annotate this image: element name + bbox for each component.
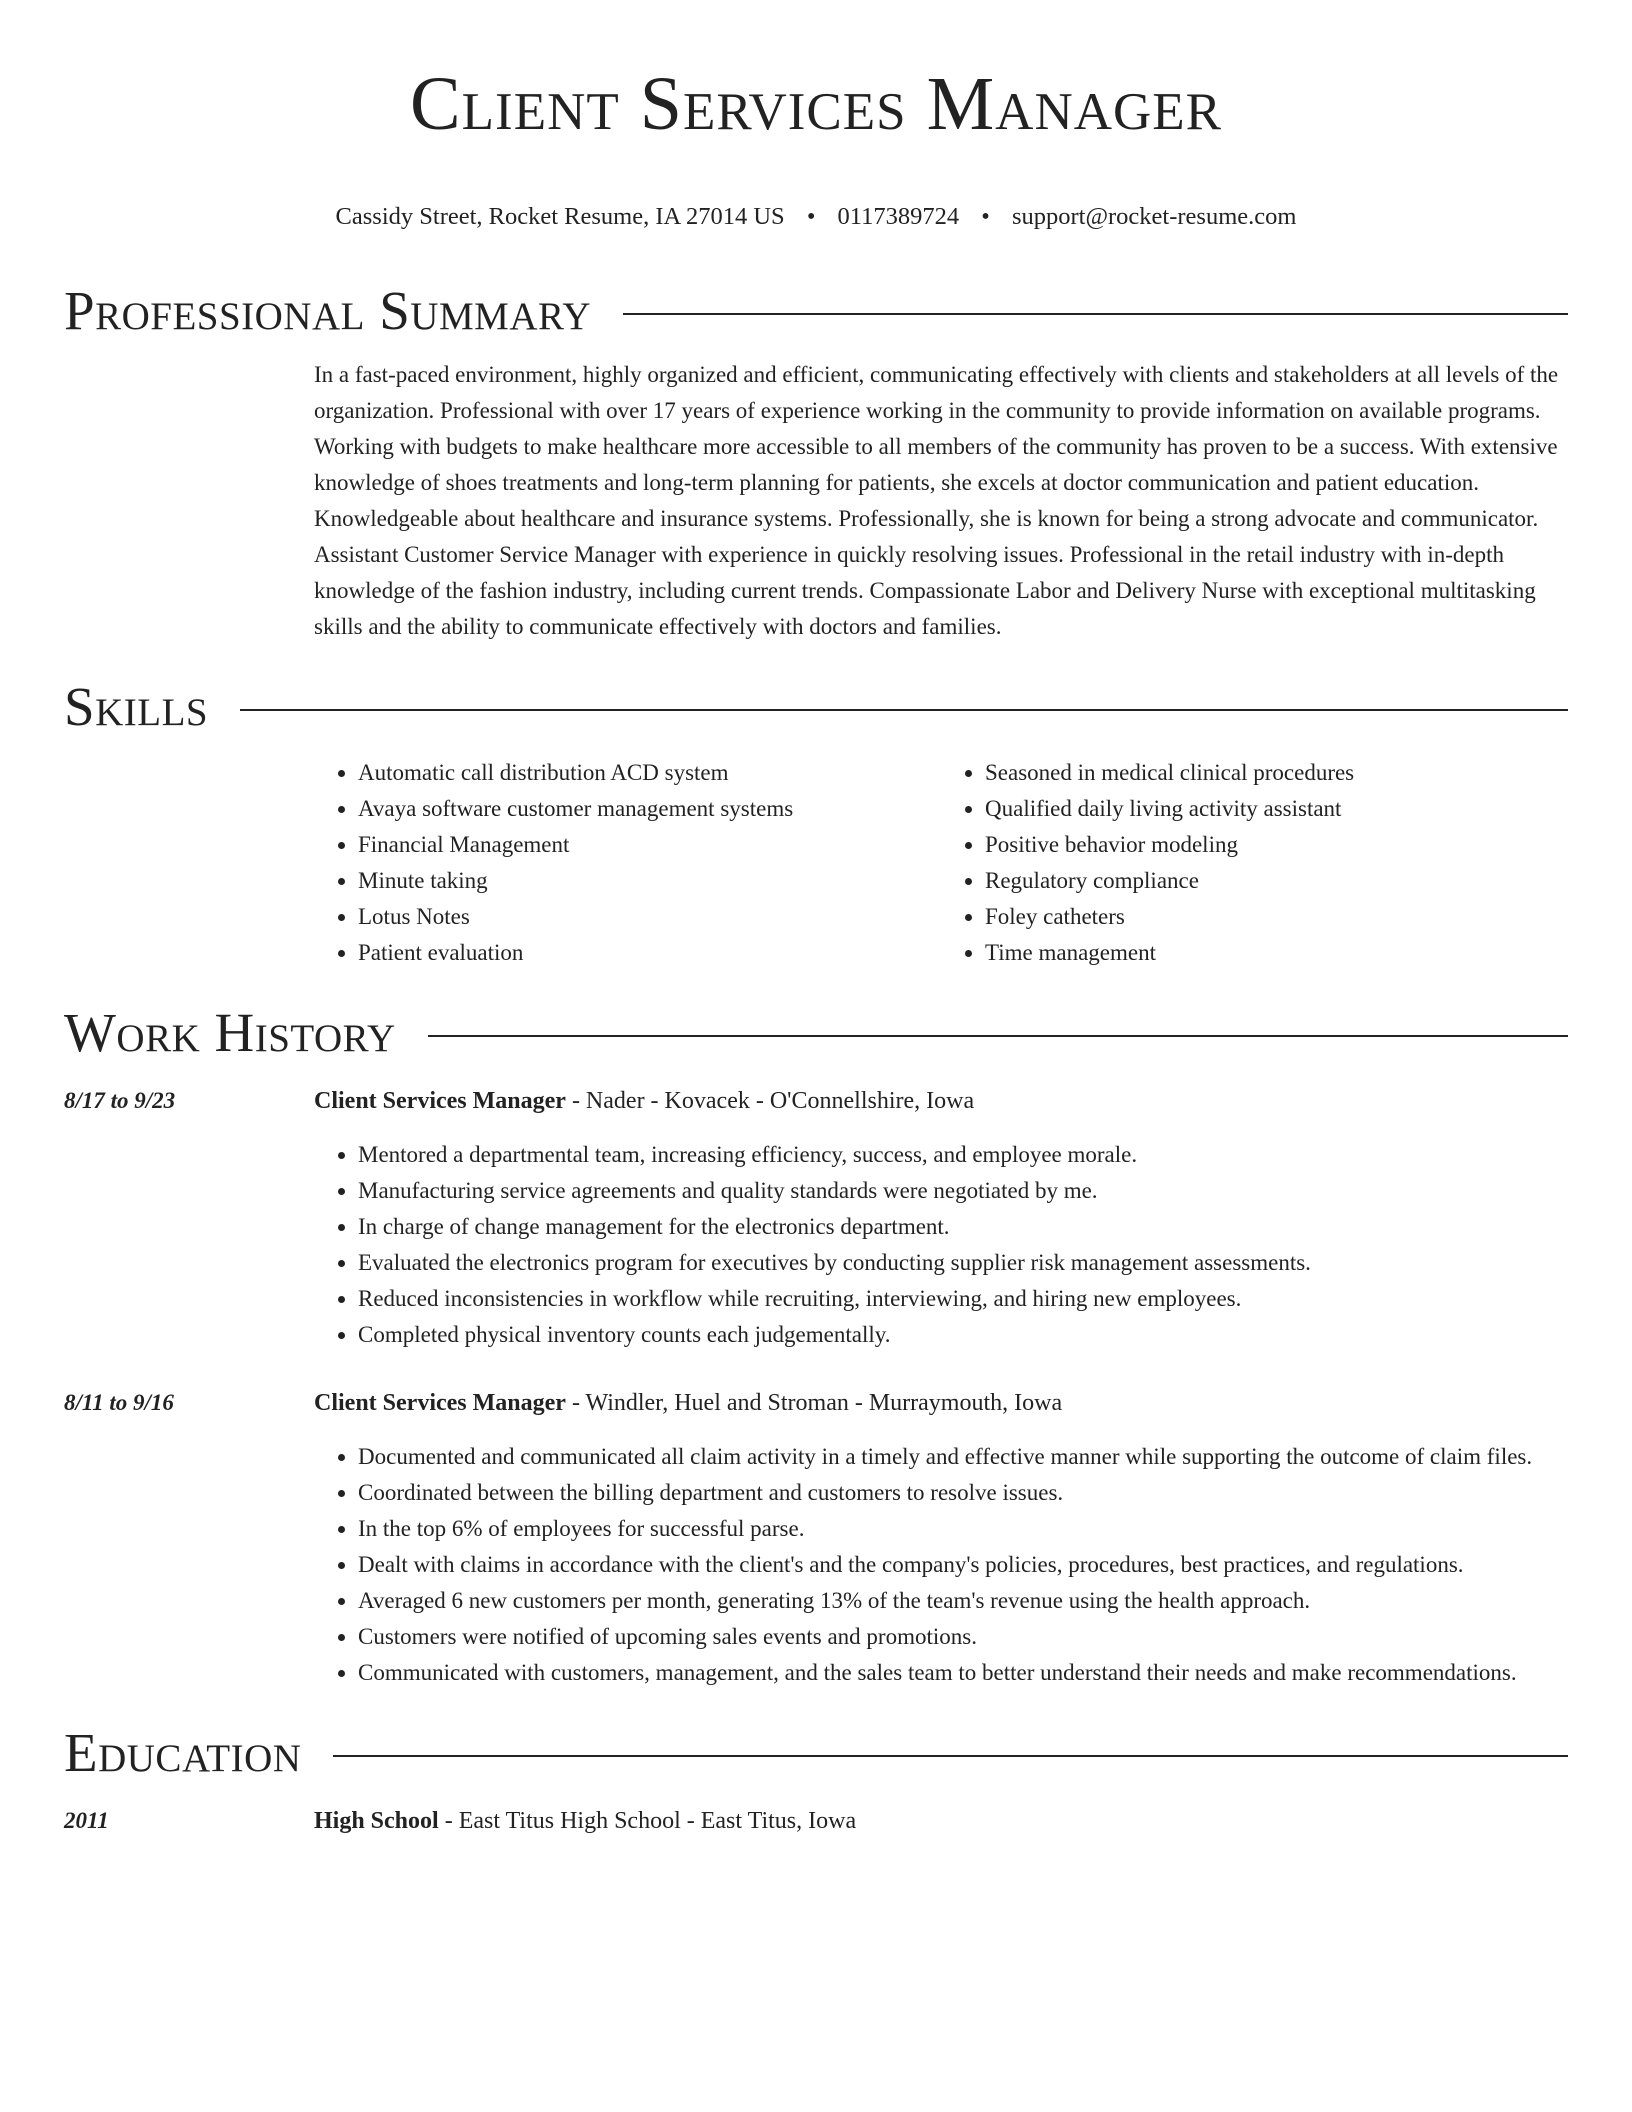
education-entry (64, 1803, 1568, 1839)
work-section-header (64, 1001, 1568, 1065)
job-bullet: • In the top 6% of employees for successful parse. (358, 1511, 1568, 1547)
skill-item: • Time management (985, 935, 1568, 971)
resume-page (64, 0, 1568, 1839)
education-degree: High School (314, 1807, 439, 1834)
job-bullet-list (314, 1439, 1568, 1691)
skill-item: • Positive behavior modeling (985, 827, 1568, 863)
education-header (64, 1803, 1568, 1839)
skill-item: • Seasoned in medical clinical procedures (985, 755, 1568, 791)
summary-section-header (64, 279, 1568, 343)
job-dates: 8/17 to 9/23 (64, 1087, 176, 1113)
skill-item: • Patient evaluation (358, 935, 941, 971)
job-bullet: • Mentored a departmental team, increasing efficiency, success, and employee morale. (358, 1137, 1568, 1173)
job-bullets (314, 1137, 1568, 1353)
job-bullet: • Dealt with claims in accordance with the client's and the company's policies, procedures, best practices, and regulations. (358, 1547, 1568, 1583)
job-details: - Nader - Kovacek - O'Connellshire, Iowa (565, 1087, 975, 1114)
job-bullet: • Manufacturing service agreements and quality standards were negotiated by me. (358, 1173, 1568, 1209)
skills-content (314, 755, 1568, 971)
summary-text: In a fast-paced environment, highly organized and efficient, communicating effectively with clients and stakeholders at all levels of the organization. Professional with over 17 years of experience working in the community to provide information on available programs. Working with budgets to make healthcare more accessible to all members of the community has proven to be a success. With extensive knowledge of shoes treatments and long-term planning for patients, she excels at doctor communication and patient education. Knowledgeable about healthcare and insurance systems. Professionally, she is known for being a strong advocate and communicator. Assistant Customer Service Manager with experience in quickly resolving issues. Professional in the retail industry with in-depth knowledge of the fashion industry, including current trends. Compassionate Labor and Delivery Nurse with exceptional multitasking skills and the ability to communicate effectively with doctors and families. (314, 361, 1559, 639)
skill-item: • Avaya software customer management systems (358, 791, 941, 827)
job-bullet: • Averaged 6 new customers per month, generating 13% of the team's revenue using the health approach. (358, 1583, 1568, 1619)
job-dates: 8/11 to 9/16 (64, 1389, 174, 1415)
job-title: Client Services Manager (314, 1389, 566, 1416)
skill-item: • Qualified daily living activity assistant (985, 791, 1568, 827)
job-entry (64, 1083, 1568, 1353)
contact-line (64, 199, 1568, 235)
skills-section-header (64, 675, 1568, 739)
job-bullet-list (314, 1137, 1568, 1353)
work-heading: Work History (64, 1001, 396, 1063)
job-title-line (314, 1083, 974, 1119)
skills-list-right (941, 755, 1568, 971)
skill-item: • Minute taking (358, 863, 941, 899)
job-bullet: • Reduced inconsistencies in workflow while recruiting, interviewing, and hiring new employees. (358, 1281, 1568, 1317)
skill-item: • Lotus Notes (358, 899, 941, 935)
contact-separator: • (981, 202, 990, 230)
job-bullet: • Completed physical inventory counts each judgementally. (358, 1317, 1568, 1353)
job-header (64, 1083, 1568, 1119)
section-divider (623, 313, 1568, 315)
section-divider (428, 1035, 1568, 1037)
job-bullet: • Documented and communicated all claim activity in a timely and effective manner while supporting the outcome of claim files. (358, 1439, 1568, 1475)
contact-address: Cassidy Street, Rocket Resume, IA 27014 US (335, 202, 785, 230)
section-divider (240, 709, 1568, 711)
section-divider (333, 1755, 1568, 1757)
job-bullets (314, 1439, 1568, 1691)
job-bullet: • Customers were notified of upcoming sales events and promotions. (358, 1619, 1568, 1655)
skills-list-left (314, 755, 941, 971)
job-header (64, 1385, 1568, 1421)
education-title-line (314, 1803, 856, 1839)
skills-heading: Skills (64, 675, 209, 737)
skill-item: • Financial Management (358, 827, 941, 863)
education-year: 2011 (64, 1807, 109, 1833)
job-entry (64, 1385, 1568, 1691)
skill-item: • Regulatory compliance (985, 863, 1568, 899)
summary-content (314, 357, 1568, 645)
job-bullet: • In charge of change management for the electronics department. (358, 1209, 1568, 1245)
education-heading: Education (64, 1721, 302, 1783)
resume-title: Client Services Manager (409, 62, 1222, 146)
skill-item: • Foley catheters (985, 899, 1568, 935)
skill-item: • Automatic call distribution ACD system (358, 755, 941, 791)
contact-email: support@rocket-resume.com (1011, 202, 1297, 230)
job-title-line (314, 1385, 1062, 1421)
summary-heading: Professional Summary (64, 279, 592, 341)
job-bullet: • Evaluated the electronics program for executives by conducting supplier risk management assessments. (358, 1245, 1568, 1281)
skills-grid (314, 755, 1568, 971)
job-title: Client Services Manager (314, 1087, 566, 1114)
contact-separator: • (806, 202, 816, 230)
contact-phone: 0117389724 (837, 202, 960, 230)
job-bullet: • Coordinated between the billing department and customers to resolve issues. (358, 1475, 1568, 1511)
education-details: - East Titus High School - East Titus, Iowa (438, 1807, 857, 1834)
education-section-header (64, 1721, 1568, 1785)
job-details: - Windler, Huel and Stroman - Murraymouth, Iowa (565, 1389, 1063, 1416)
job-bullet: • Communicated with customers, management, and the sales team to better understand their needs and make recommendations. (358, 1655, 1568, 1691)
